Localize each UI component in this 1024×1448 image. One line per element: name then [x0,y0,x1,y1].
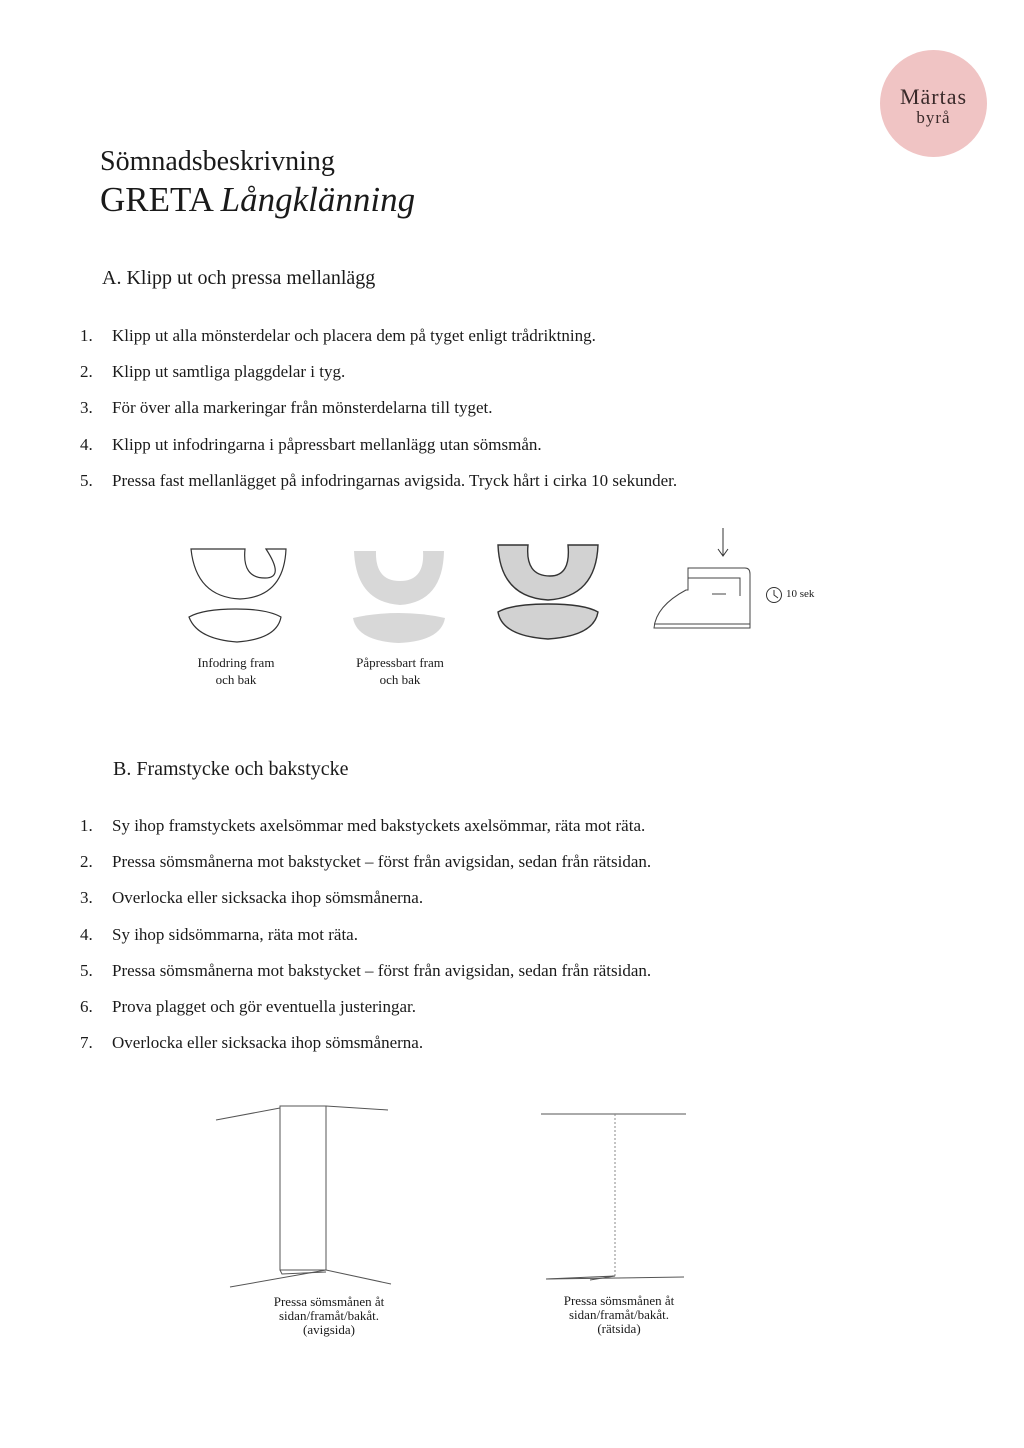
step-number: 6. [80,996,93,1016]
section-b-heading: B. Framstycke och bakstycke [113,758,349,780]
caption-line: och bak [379,672,421,687]
step-number: 4. [80,924,93,944]
page-title: Sömnadsbeskrivning [100,146,335,177]
wrong-side-caption [240,1295,418,1337]
caption-line: Pressa sömsmånen åt [273,1294,385,1309]
step-number: 5. [80,470,93,490]
step-number: 7. [80,1033,93,1053]
caption-line: och bak [215,672,257,687]
logo-line-2: byrå [916,108,951,127]
seam-wrong-side-drawing [216,1106,391,1287]
step-number: 1. [80,326,93,345]
caption-line: sidan/framåt/bakåt. [569,1307,669,1322]
step-text: Overlocka eller sicksacka ihop sömsmånerna. [112,1033,424,1053]
step-text: Overlocka eller sicksacka ihop sömsmånerna. [112,888,424,908]
step-number: 4. [80,434,93,454]
seam-right-side-drawing [541,1114,686,1280]
step-text: Klipp ut infodringarna i påpressbart mellanlägg utan sömsmån. [112,434,542,454]
step-number: 3. [80,888,93,908]
caption-line: sidan/framåt/bakåt. [279,1308,379,1323]
pattern-type: Långklänning [220,180,416,219]
step-text: Klipp ut samtliga plaggdelar i tyg. [112,362,346,382]
step-number: 2. [80,362,93,382]
step-number: 3. [80,398,93,418]
step-text: Sy ihop sidsömmarna, räta mot räta. [112,924,358,944]
step-number: 2. [80,852,93,872]
caption-line: Infodring fram [197,655,275,670]
caption-line: Påpressbart fram [356,655,444,670]
step-number: 5. [80,960,93,980]
step-text: Pressa fast mellanlägget på infodringarnas avigsida. Tryck hårt i cirka 10 sekunder. [112,470,678,490]
step-text: Sy ihop framstyckets axelsömmar med bakstyckets axelsömmar, räta mot räta. [112,816,646,835]
timer-label: 10 sek [786,588,815,600]
step-text: För över alla markeringar från mönsterdelarna till tyget. [112,398,493,418]
caption-line: (avigsida) [303,1322,355,1337]
step-text: Pressa sömsmånerna mot bakstycket – först från avigsidan, sedan från rätsidan. [112,960,652,980]
step-number: 1. [80,816,93,835]
step-text: Klipp ut alla mönsterdelar och placera dem på tyget enligt trådriktning. [112,326,596,345]
caption-line: (rätsida) [597,1321,641,1336]
step-text: Pressa sömsmånerna mot bakstycket – först från avigsidan, sedan från rätsidan. [112,852,652,872]
logo-line-1: Märtas [899,84,968,109]
section-a-heading: A. Klipp ut och pressa mellanlägg [102,267,376,289]
caption-line: Pressa sömsmånen åt [563,1293,675,1308]
step-text: Prova plagget och gör eventuella justeringar. [112,996,417,1016]
pattern-name: GRETA [100,180,212,219]
right-side-caption [530,1294,708,1336]
